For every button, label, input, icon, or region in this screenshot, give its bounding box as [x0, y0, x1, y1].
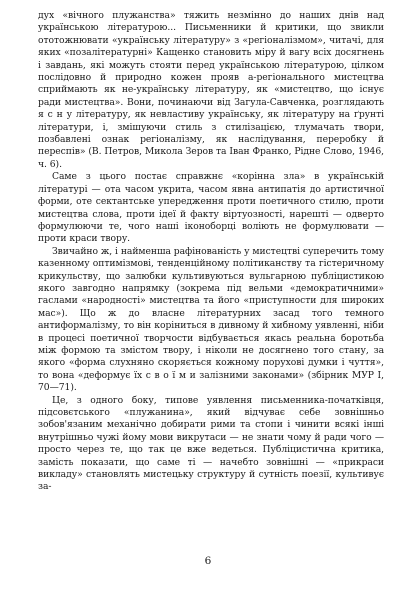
paragraph-3: Звичайно ж, і найменша рафінованість у мистецтві суперечить тому казенному оптимізмові, тенденційному політиканству та гістеричному крикульству, що залюбки культивуються вульгарною публіцистикою якого завгодно напрямку (зокрема під вельми «демократичними» гаслами «народності» мистецтва та його «приступности для широких мас»). Що ж до власне літературних засад того темного антиформалізму, то він коріниться в дивному й хибному уявленні, ніби в процесі поетичної творчости відбувається якась реальна боротьба між формою та змістом твору, і ніколи не досягнено того стану, за якого «форма слухняно скоряється кожному порухові думки і чуття», то вона «деформує їх с в о ї м и залізними законами» (збірник МУР І, 70—71).	[38, 245, 384, 394]
paragraph-1: дух «вічного плужанства» тяжить незмінно до наших днів над українською літературою... Письменники й критики, що звикли ототожнювати «українську літературу» з «регіоналізмом», читачі, для яких «позалітературні» Кащенко становить міру й вагу всіх досягнень і завдань, які можуть стояти перед українською літературою, цілком послідовно й природно кожен прояв а-регіонального мистецтва сприймають як не-українську літературу, як «мистецтво, що існує ради мистецтва». Вони, починаючи від Загула-Савченка, розглядають я с н у літературу, як невластиву українську, як літературу на ґрунті літератури, і, змішуючи стиль з стилізацією, тлумачать твори, позбавлені ознак регіоналізму, як наслідування, переробку й переспів» (В. Петров, Микола Зеров та Іван Франко, Рідне Слово, 1946, ч. 6).	[38, 10, 384, 170]
paragraph-4: Це, з одного боку, типове уявлення письменника-початківця, підсовєтського «плужанина», який відчуває себе зовнішньо зобов'язаним механічно добирати рими та стопи і чинити всякі інші внутрішньо чужі йому мови викрутаси — не знати чому й ради чого — просто через те, що так це вже ведеться. Публіцистична критика, замість показати, що саме ті — начебто зовнішні — «прикраси викладу» становлять мистецьку структуру й сутність поезії, культивує за-	[38, 394, 384, 493]
document-body	[38, 10, 384, 494]
paragraph-2: Саме з цього постає справжнє «корінна зла» в українській літературі — ота часом укрита, часом явна антипатія до артистичної форми, оте сектантське упередження проти поетичного стилю, проти мистецтва слова, проти ідеї й факту віртуозності, нарешті — одверто формулюючи те, чого наші іконоборці воліють не формулювати — проти краси твору.	[38, 171, 384, 245]
page-number: 6	[204, 555, 212, 567]
